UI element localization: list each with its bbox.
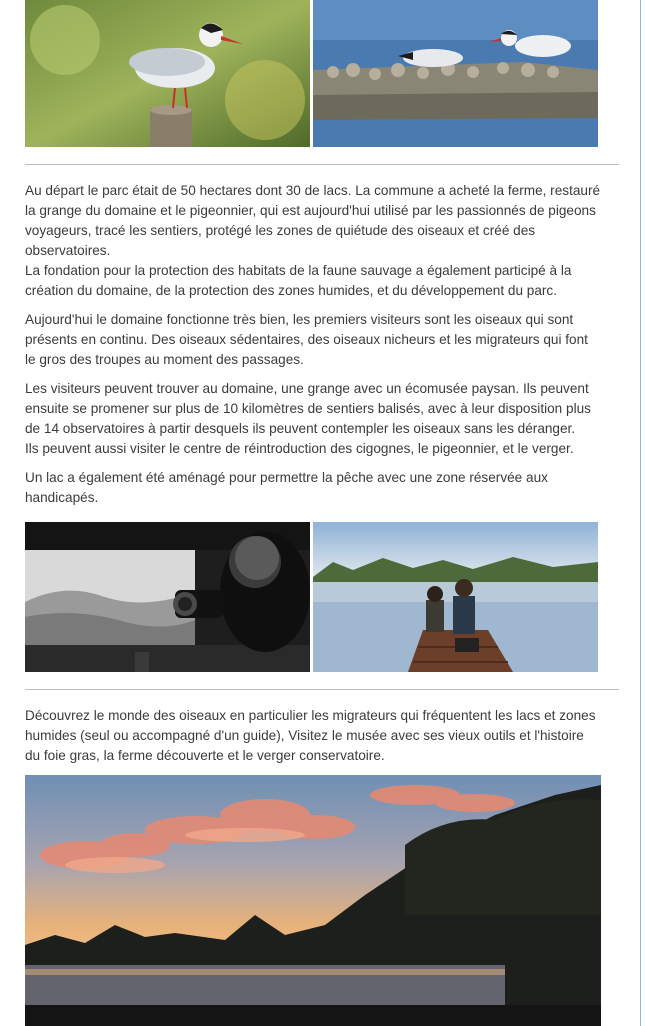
text-line: de 14 observatoires à partir desquels ils peuvent contempler les oiseaux sans les déranger. [25, 421, 576, 436]
photo-couple-on-pier [313, 522, 598, 672]
photo-terns-on-raft [313, 0, 598, 147]
text-line: humides (seul ou accompagné d'un guide), Visitez le musée avec ses vieux outils et l'histoire [25, 728, 584, 743]
text-line: Aujourd'hui le domaine fonctionne très bien, les premiers visiteurs sont les oiseaux qui sont [25, 312, 574, 327]
paragraph-discover [25, 706, 625, 766]
text-line: observatoires. [25, 243, 111, 258]
text-line: Découvrez le monde des oiseaux en particulier les migrateurs qui fréquentent les lacs et zones [25, 708, 596, 723]
text-line: voyageurs, tracé les sentiers, protégé les zones de quiétude des oiseaux et créé des [25, 223, 536, 238]
text-section-2 [25, 706, 625, 775]
text-line: Au départ le parc était de 50 hectares dont 30 de lacs. La commune a acheté la ferme, restauré [25, 183, 601, 198]
section-divider-2 [25, 689, 619, 690]
photo-tern-on-post [25, 0, 310, 147]
text-section-1 [25, 181, 625, 517]
text-line: le gros des troupes au moment des passages. [25, 352, 304, 367]
text-line: la grange du domaine et le pigeonnier, qui est aujourd'hui utilisé par les passionnés de pigeons [25, 203, 596, 218]
text-line: ensuite se promener sur plus de 10 kilomètres de sentiers balisés, avec à leur disposition plus [25, 401, 591, 416]
scrollbar-edge [640, 0, 641, 1026]
photo-sunset-lake [25, 775, 601, 1026]
text-line: La fondation pour la protection des habitats de la faune sauvage a également participé à la [25, 263, 572, 278]
text-line: Ils peuvent aussi visiter le centre de réintroduction des cigognes, le pigeonnier, et le verger. [25, 441, 574, 456]
text-line: Un lac a également été aménagé pour permettre la pêche avec une zone réservée aux [25, 470, 548, 485]
section-divider-1 [25, 164, 619, 165]
photo-birdwatcher [25, 522, 310, 672]
text-line: création du domaine, de la protection des zones humides, et du développement du parc. [25, 283, 558, 298]
text-line: handicapés. [25, 490, 99, 505]
text-line: présents en continu. Des oiseaux sédentaires, des oiseaux nicheurs et les migrateurs qui font [25, 332, 588, 347]
paragraph-visitors [25, 379, 625, 459]
paragraph-fishing-lake [25, 468, 625, 508]
text-line: Les visiteurs peuvent trouver au domaine, une grange avec un écomusée paysan. Ils peuvent [25, 381, 589, 396]
paragraph-today [25, 310, 625, 370]
text-line: du foie gras, la ferme découverte et le verger conservatoire. [25, 748, 385, 763]
paragraph-park-history [25, 181, 625, 301]
